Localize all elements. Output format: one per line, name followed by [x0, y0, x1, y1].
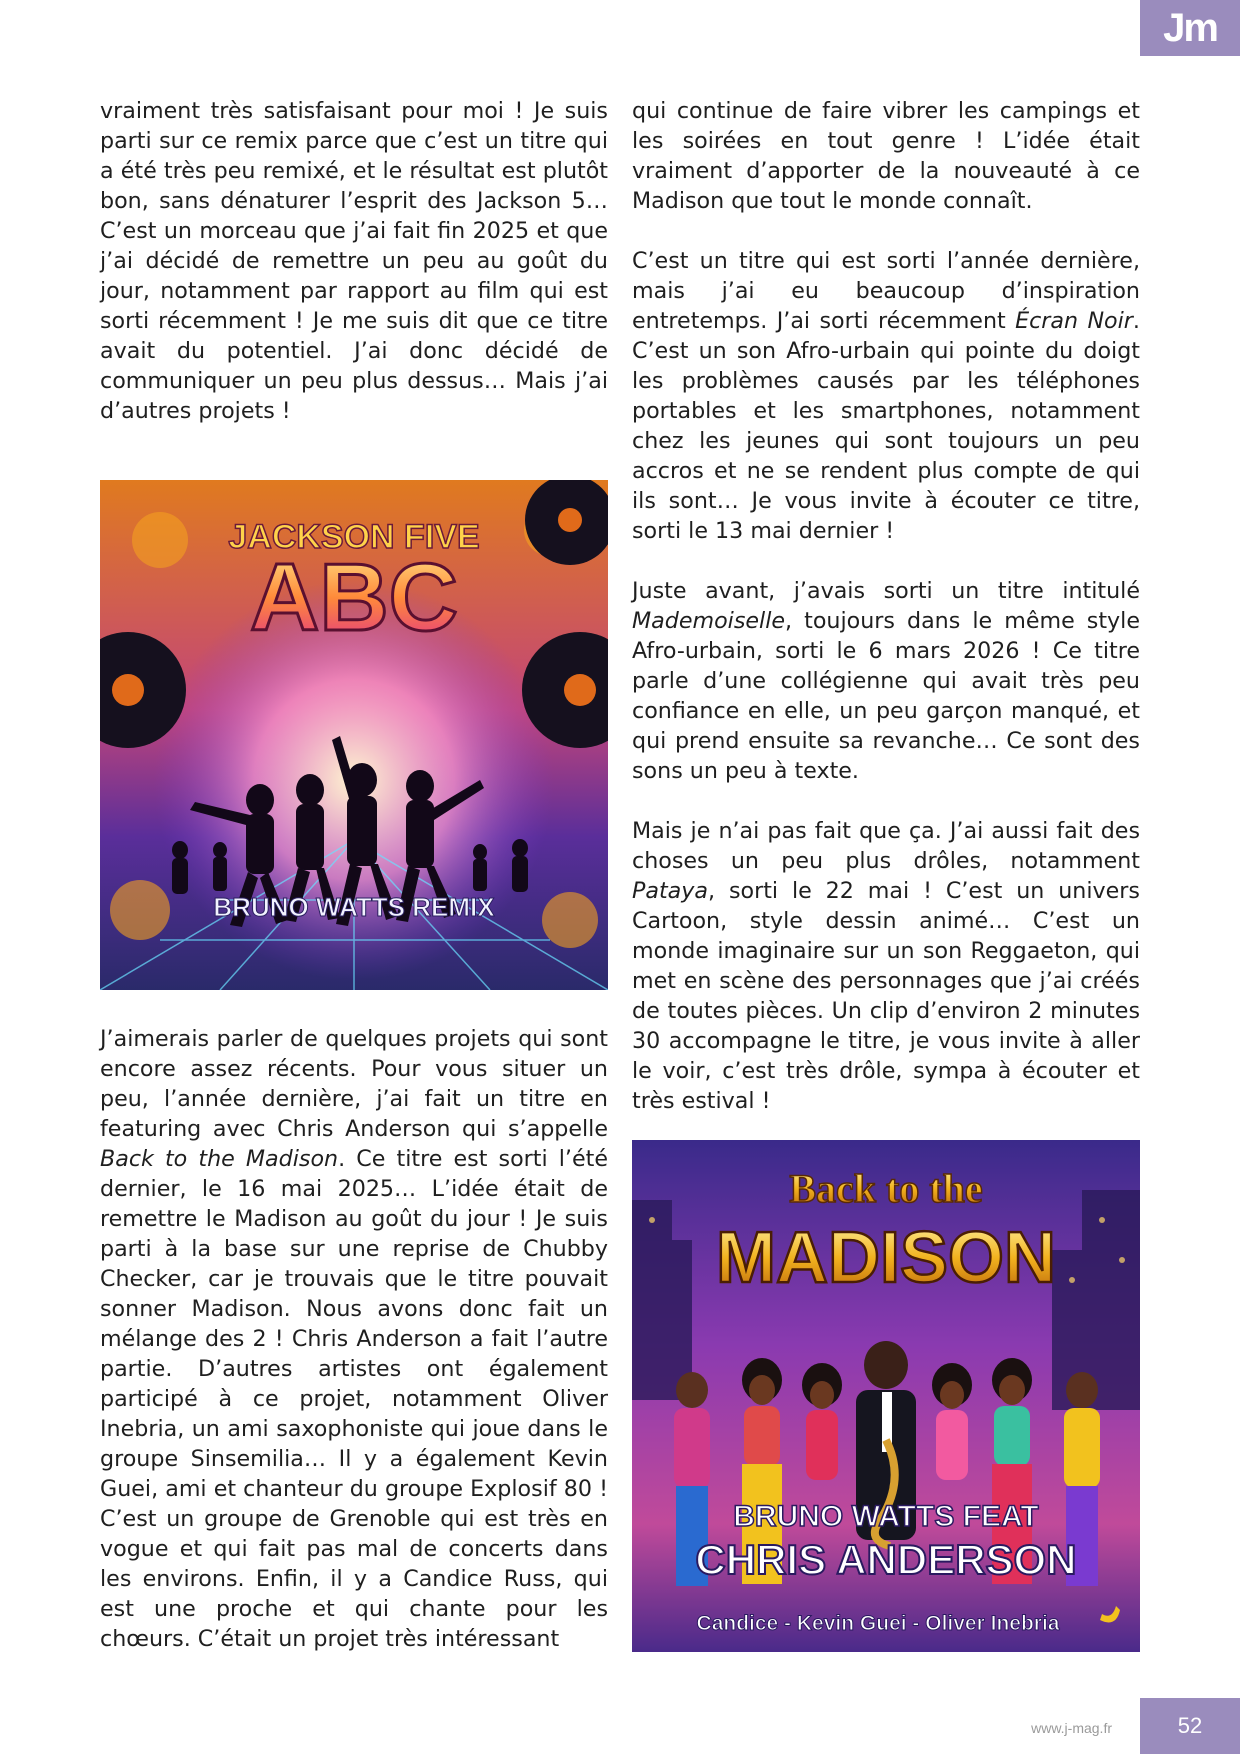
text-run: . C’est un son Afro-urbain qui pointe du doigt les problèmes causés par les téléphones portables et les smartphones, notamment chez les jeunes qui sont toujours un peu accros et ne se rendent plus compte de qui ils sont… Je vous invite à écouter ce titre, sorti le 13 mai dernier ! [632, 308, 1140, 544]
cover-title-line: Back to the [789, 1166, 983, 1211]
left-column-bottom [100, 1024, 608, 1654]
cover-artist-main: CHRIS ANDERSON [695, 1536, 1077, 1583]
footer-url: www.j-mag.fr [1031, 1720, 1112, 1736]
cover-title-main: MADISON [716, 1218, 1056, 1298]
song-title: Pataya [632, 878, 708, 904]
text-run: . Ce titre est sorti l’été dernier, le 16 mai 2025… L’idée était de remettre le Madison au goût du jour ! Je suis parti à la base sur une reprise de Chubby Checker, car je trouvais que le titre pouvait sonner Madison. Nous avons donc fait un mélange des 2 ! Chris Anderson a fait l’autre partie. D’autres artistes ont également participé à ce projet, notamment Oliver Inebria, un ami saxophoniste qui joue dans le groupe Sinsemilia… Il y a également Kevin Guei, ami et chanteur du groupe Explosif 80 ! C’est un groupe de Grenoble qui est très en vogue et qui fait pas mal de concerts dans les environs. Enfin, il y a Candice Russ, qui est une proche et qui chante pour les chœurs. C’était un projet très intéressant [100, 1146, 608, 1652]
paragraph [632, 576, 1140, 786]
text-run: , sorti le 22 mai ! C’est un univers Cartoon, style dessin animé… C’est un monde imaginaire sur un son Reggaeton, qui met en scène des personnages que j’ai créés de toutes pièces. Un clip d’environ 2 minutes 30 accompagne le titre, je vous invite à aller le voir, c’est très drôle, sympa à écouter et très estival ! [632, 878, 1140, 1114]
paragraph: vraiment très satisfaisant pour moi ! Je suis parti sur ce remix parce que c’est un titre qui a été très peu remixé, et le résultat est plutôt bon, sans dénaturer l’esprit des Jackson 5… C’est un morceau que j’ai fait fin 2025 et que j’ai décidé de remettre un peu au goût du jour, notamment par rapport au film qui est sorti récemment ! Je me suis dit que ce titre avait du potentiel. J’ai donc décidé de communiquer un peu plus dessus… Mais j’ai d’autres projets ! [100, 98, 608, 424]
jackson-five-abc-cover [100, 480, 608, 990]
text-run: Mais je n’ai pas fait que ça. J’ai aussi fait des choses un peu plus drôles, notamment [632, 818, 1140, 874]
cover-title-line: JACKSON FIVE [228, 518, 480, 556]
left-column-top [100, 96, 608, 426]
magazine-logo: Jm [1140, 0, 1240, 56]
text-run: C’est un titre qui est sorti l’année dernière, mais j’ai eu beaucoup d’inspiration entretemps. J’ai sorti récemment [632, 248, 1140, 334]
page-number: 52 [1140, 1698, 1240, 1754]
paragraph [632, 816, 1140, 1116]
cover-credits: Candice - Kevin Guei - Oliver Inebria [696, 1612, 1060, 1635]
cover-subtitle: BRUNO WATTS REMIX [213, 892, 495, 922]
paragraph [100, 1024, 608, 1654]
text-run: , toujours dans le même style Afro-urbain, sorti le 6 mars 2026 ! Ce titre parle d’une collégienne qui avait très peu confiance en elle, un peu garçon manqué, et qui prend ensuite sa revanche… Ce sont des sons un peu à texte. [632, 608, 1140, 784]
text-run: J’aimerais parler de quelques projets qui sont encore assez récents. Pour vous situer un peu, l’année dernière, j’ai fait un titre en featuring avec Chris Anderson qui s’appelle [100, 1026, 608, 1142]
song-title: Mademoiselle [632, 608, 786, 634]
song-title: Back to the Madison [100, 1146, 339, 1172]
right-column [632, 96, 1140, 1116]
song-title: Écran Noir [1015, 308, 1133, 334]
cover-artist-line: BRUNO WATTS FEAT [733, 1500, 1039, 1533]
cover-title-main: ABC [250, 544, 458, 651]
paragraph: qui continue de faire vibrer les campings et les soirées en tout genre ! L’idée était vraiment d’apporter de la nouveauté à ce Madison que tout le monde connaît. [632, 98, 1140, 214]
back-to-the-madison-cover [632, 1140, 1140, 1652]
paragraph [632, 246, 1140, 546]
text-run: Juste avant, j’avais sorti un titre intitulé [632, 578, 1140, 604]
